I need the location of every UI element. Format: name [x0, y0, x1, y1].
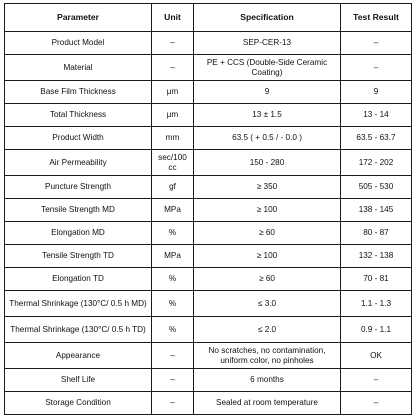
table-row: [5, 245, 412, 268]
cell-parameter: Tensile Strength TD: [5, 245, 152, 268]
cell-parameter: Product Model: [5, 32, 152, 55]
cell-unit: %: [152, 268, 194, 291]
cell-specification: No scratches, no contamination, uniform color, no pinholes: [194, 343, 341, 369]
table-row: [5, 268, 412, 291]
cell-unit: %: [152, 222, 194, 245]
cell-parameter: Storage Condition: [5, 392, 152, 415]
cell-parameter: Thermal Shrinkage (130°C/ 0.5 h MD): [5, 291, 152, 317]
cell-unit: –: [152, 55, 194, 81]
cell-test-result: 70 - 81: [341, 268, 412, 291]
table-row: [5, 392, 412, 415]
cell-test-result: OK: [341, 343, 412, 369]
cell-unit: MPa: [152, 199, 194, 222]
table-row: [5, 343, 412, 369]
cell-parameter: Material: [5, 55, 152, 81]
cell-specification: 63.5 ( + 0.5 / - 0.0 ): [194, 127, 341, 150]
cell-specification: ≤ 2.0: [194, 317, 341, 343]
cell-parameter: Tensile Strength MD: [5, 199, 152, 222]
cell-specification: PE + CCS (Double-Side Ceramic Coating): [194, 55, 341, 81]
cell-unit: –: [152, 369, 194, 392]
cell-parameter: Thermal Shrinkage (130°C/ 0.5 h TD): [5, 317, 152, 343]
cell-specification: ≥ 100: [194, 199, 341, 222]
cell-test-result: 505 - 530: [341, 176, 412, 199]
cell-specification: ≥ 100: [194, 245, 341, 268]
table-row: [5, 81, 412, 104]
table-row: [5, 127, 412, 150]
cell-unit: %: [152, 317, 194, 343]
table-body: [5, 32, 412, 415]
cell-parameter: Total Thickness: [5, 104, 152, 127]
header-parameter: Parameter: [5, 4, 152, 32]
specification-table: [4, 3, 412, 415]
cell-specification: 6 months: [194, 369, 341, 392]
header-row: [5, 4, 412, 32]
cell-specification: 150 - 280: [194, 150, 341, 176]
cell-test-result: –: [341, 55, 412, 81]
cell-unit: mm: [152, 127, 194, 150]
cell-parameter: Product Width: [5, 127, 152, 150]
cell-parameter: Shelf Life: [5, 369, 152, 392]
cell-unit: gf: [152, 176, 194, 199]
cell-unit: %: [152, 291, 194, 317]
cell-test-result: 63.5 - 63.7: [341, 127, 412, 150]
cell-specification: ≥ 60: [194, 268, 341, 291]
cell-unit: μm: [152, 81, 194, 104]
cell-unit: MPa: [152, 245, 194, 268]
table-row: [5, 222, 412, 245]
cell-parameter: Elongation MD: [5, 222, 152, 245]
cell-unit: μm: [152, 104, 194, 127]
cell-test-result: 1.1 - 1.3: [341, 291, 412, 317]
cell-test-result: 138 - 145: [341, 199, 412, 222]
cell-test-result: 0.9 - 1.1: [341, 317, 412, 343]
cell-specification: 13 ± 1.5: [194, 104, 341, 127]
table-row: [5, 150, 412, 176]
table-row: [5, 176, 412, 199]
table-row: [5, 291, 412, 317]
table-row: [5, 369, 412, 392]
cell-specification: ≥ 350: [194, 176, 341, 199]
cell-specification: SEP-CER-13: [194, 32, 341, 55]
cell-unit: –: [152, 392, 194, 415]
cell-test-result: 132 - 138: [341, 245, 412, 268]
cell-parameter: Air Permeability: [5, 150, 152, 176]
cell-unit: –: [152, 32, 194, 55]
header-specification: Specification: [194, 4, 341, 32]
cell-specification: 9: [194, 81, 341, 104]
table-row: [5, 317, 412, 343]
cell-test-result: 13 - 14: [341, 104, 412, 127]
table-row: [5, 32, 412, 55]
cell-test-result: 9: [341, 81, 412, 104]
cell-test-result: –: [341, 369, 412, 392]
cell-specification: ≥ 60: [194, 222, 341, 245]
cell-test-result: 80 - 87: [341, 222, 412, 245]
cell-parameter: Elongation TD: [5, 268, 152, 291]
cell-specification: ≤ 3.0: [194, 291, 341, 317]
cell-parameter: Appearance: [5, 343, 152, 369]
cell-test-result: 172 - 202: [341, 150, 412, 176]
table-row: [5, 199, 412, 222]
table-row: [5, 104, 412, 127]
cell-unit: sec/100 cc: [152, 150, 194, 176]
cell-test-result: –: [341, 392, 412, 415]
cell-specification: Sealed at room temperature: [194, 392, 341, 415]
cell-parameter: Puncture Strength: [5, 176, 152, 199]
header-unit: Unit: [152, 4, 194, 32]
table-row: [5, 55, 412, 81]
cell-parameter: Base Film Thickness: [5, 81, 152, 104]
cell-test-result: –: [341, 32, 412, 55]
header-test-result: Test Result: [341, 4, 412, 32]
cell-unit: –: [152, 343, 194, 369]
